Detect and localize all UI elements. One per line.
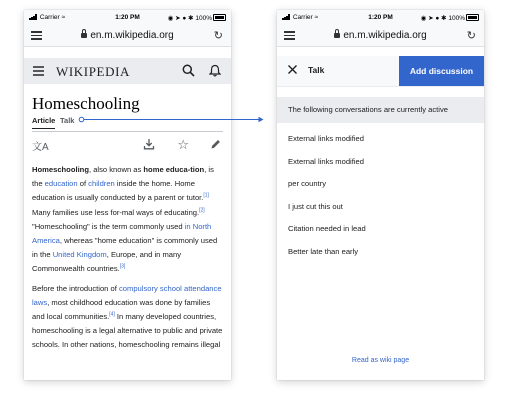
lock-icon <box>334 33 340 38</box>
status-bar <box>24 10 231 25</box>
article-text: In many developed countries, homeschooling is a legal alternative to public and private schools. In other nations, homeschooling remains illegal <box>32 312 223 350</box>
bold-term: Homeschooling <box>32 165 89 174</box>
status-bar <box>277 10 484 25</box>
status-time: 1:20 PM <box>368 14 393 21</box>
active-conversations-notice: The following conversations are currently active <box>277 97 484 123</box>
pencil-icon[interactable] <box>210 138 221 150</box>
search-icon[interactable] <box>182 64 195 77</box>
battery-icon <box>466 14 479 21</box>
battery-percent: 100% <box>195 15 212 22</box>
wifi-icon: ≈ <box>314 14 319 21</box>
url-text: en.m.wikipedia.org <box>343 30 427 41</box>
article-text: inside the home. Home education is usually conducted by a parent or tutor. <box>32 179 204 203</box>
article-paragraph-1 <box>32 163 223 277</box>
citation-ref[interactable]: [4] <box>109 311 115 318</box>
battery-icon <box>213 14 226 21</box>
talk-topic-item[interactable]: I just cut this out <box>288 201 343 211</box>
bold-term: home educa-tion <box>143 165 205 174</box>
close-icon[interactable] <box>287 64 298 75</box>
wifi-icon: ≈ <box>61 14 66 21</box>
citation-ref[interactable]: [3] <box>119 263 126 270</box>
article-text: "Homeschooling" is the term commonly used <box>32 221 185 231</box>
article-text: , also known as <box>88 165 144 174</box>
talk-screen <box>277 10 484 380</box>
article-text: of <box>77 179 89 189</box>
add-discussion-button[interactable]: Add discussion <box>399 56 484 86</box>
talk-topic-item[interactable]: External links modified <box>288 156 364 166</box>
wikipedia-logo[interactable]: WIKIPEDIA <box>56 64 130 79</box>
article-text: , whereas "home education" is commonly used in the <box>32 236 218 260</box>
browser-url-bar <box>277 25 484 47</box>
citation-ref[interactable]: [2] <box>199 207 205 214</box>
article-text: , most childhood education was done by families and local communities. <box>32 297 211 322</box>
article-text: , Europe, and in many Commonwealth countries. <box>32 250 182 274</box>
carrier-label: Carrier <box>39 14 60 21</box>
article-link[interactable]: children <box>88 179 115 189</box>
status-time: 1:20 PM <box>115 14 140 21</box>
hamburger-icon[interactable] <box>33 66 44 78</box>
url-field[interactable] <box>24 30 231 41</box>
download-icon[interactable] <box>143 138 155 150</box>
talk-topic-item[interactable]: Better late than early <box>288 246 359 256</box>
reload-icon[interactable]: ↻ <box>213 30 223 42</box>
article-text: Before the introduction of <box>32 283 119 293</box>
carrier-label: Carrier <box>292 14 313 21</box>
article-link[interactable]: United Kingdom <box>52 250 107 260</box>
battery-percent: 100% <box>448 15 465 22</box>
tab-talk[interactable]: Talk <box>60 116 75 125</box>
citation-ref[interactable]: [1] <box>203 192 209 199</box>
url-text: en.m.wikipedia.org <box>90 30 174 41</box>
battery-indicator <box>168 14 226 22</box>
page-title: Homeschooling <box>32 94 140 113</box>
read-as-wiki-page-link[interactable]: Read as wiki page <box>351 357 410 364</box>
browser-url-bar <box>24 25 231 47</box>
article-paragraph-2 <box>32 282 223 353</box>
article-screen <box>24 10 231 380</box>
article-link[interactable]: education <box>44 179 78 189</box>
talk-header <box>277 56 484 87</box>
talk-title: Talk <box>308 65 325 75</box>
article-text: Many families use less for-mal ways of educating. <box>32 207 200 217</box>
bell-icon[interactable] <box>209 64 221 77</box>
talk-topic-item[interactable]: Citation needed in lead <box>288 224 366 233</box>
article-body <box>32 163 223 358</box>
talk-topic-item[interactable]: per country <box>288 179 326 188</box>
url-field[interactable] <box>277 30 484 41</box>
battery-indicator <box>421 14 479 22</box>
language-icon[interactable]: 文A <box>32 142 49 153</box>
tab-article[interactable]: Article <box>32 116 56 125</box>
article-link[interactable]: compulsory school attendance laws <box>32 283 222 307</box>
article-text: , is the <box>32 165 214 189</box>
star-icon[interactable]: ☆ <box>177 137 189 152</box>
talk-topic-list <box>288 131 476 266</box>
talk-topic-item[interactable]: External links modified <box>288 134 364 143</box>
status-icons: ◉ ➤ ● ✱ <box>420 15 449 22</box>
page-actions <box>32 138 223 152</box>
wikipedia-header <box>24 58 231 84</box>
tab-divider <box>32 131 223 132</box>
status-icons: ◉ ➤ ● ✱ <box>167 15 196 22</box>
reload-icon[interactable]: ↻ <box>466 30 476 42</box>
lock-icon <box>81 33 87 38</box>
article-link[interactable]: in North America <box>32 221 212 246</box>
